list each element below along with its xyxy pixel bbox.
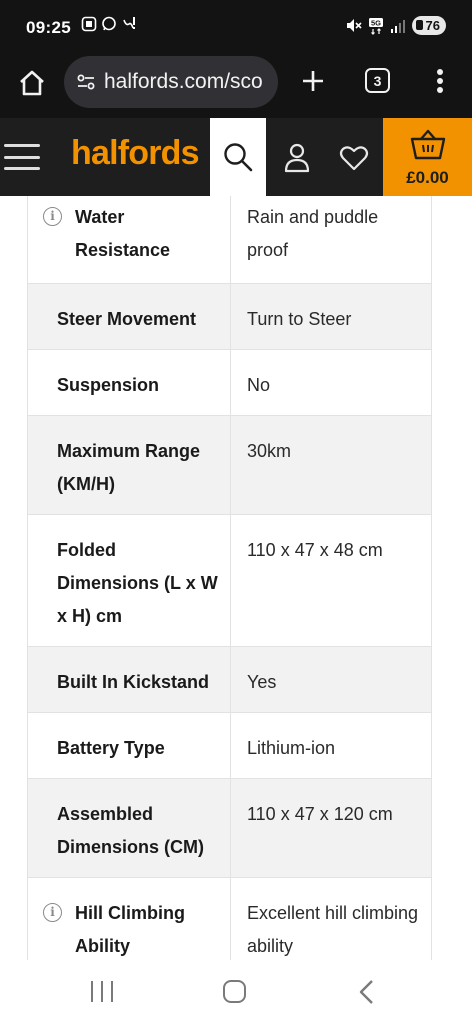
home-icon <box>17 68 47 98</box>
spec-row <box>28 416 431 515</box>
spec-value: 30km <box>247 441 292 461</box>
spec-label <box>28 779 231 877</box>
spec-value: Rain and puddle proof <box>247 207 379 260</box>
system-home-button[interactable] <box>223 980 246 1003</box>
new-tab-button[interactable] <box>296 64 330 98</box>
spec-label-text: Maximum Range (KM/H) <box>57 441 201 494</box>
status-time: 09:25 <box>26 18 71 37</box>
recents-bar <box>111 981 113 1002</box>
browser-home-button[interactable] <box>14 65 50 101</box>
battery-indicator: 76 <box>412 16 446 35</box>
search-icon <box>222 141 254 173</box>
spec-label-text: Suspension <box>57 375 160 395</box>
spec-label-text: Steer Movement <box>57 309 197 329</box>
hamburger-line <box>4 144 40 147</box>
back-button[interactable] <box>357 979 377 1005</box>
alert-icon <box>121 16 137 32</box>
spec-row <box>28 647 431 713</box>
heart-icon <box>339 144 369 172</box>
site-settings-icon[interactable] <box>76 72 96 92</box>
spec-label <box>28 284 231 349</box>
browser-toolbar <box>0 54 472 118</box>
more-vert-icon <box>436 68 444 94</box>
recents-bar <box>91 981 93 1002</box>
spec-label <box>28 350 231 415</box>
network-5g-icon <box>368 17 384 35</box>
url-text: halfords.com/sco <box>104 70 263 93</box>
status-bar <box>0 0 472 54</box>
address-bar[interactable] <box>64 56 278 108</box>
hamburger-menu-button[interactable] <box>4 140 40 174</box>
site-header <box>0 118 472 196</box>
basket-total: £0.00 <box>406 168 449 187</box>
info-icon[interactable]: i <box>43 207 62 226</box>
spec-label-text: Folded Dimensions (L x W x H) cm <box>57 540 218 626</box>
spec-label <box>28 196 231 283</box>
spec-label <box>28 713 231 778</box>
signal-icon <box>390 18 406 34</box>
spec-row <box>28 196 431 284</box>
search-button[interactable] <box>210 118 266 196</box>
spec-label-text: Water Resistance <box>75 207 171 260</box>
spec-value: Excellent hill climbing ability <box>247 903 419 956</box>
spec-value: 110 x 47 x 120 cm <box>247 804 393 824</box>
spec-value: 110 x 47 x 48 cm <box>247 540 383 560</box>
spec-value: No <box>247 375 271 395</box>
spec-label <box>28 515 231 646</box>
recent-apps-button[interactable] <box>91 981 113 1002</box>
spec-row <box>28 284 431 350</box>
spec-value: Yes <box>247 672 277 692</box>
plus-icon <box>301 69 325 93</box>
hamburger-line <box>4 156 40 159</box>
spec-label <box>28 647 231 712</box>
notification-icons <box>81 16 137 32</box>
svg-text:5G: 5G <box>370 18 381 28</box>
user-icon <box>283 142 311 174</box>
spec-row <box>28 350 431 416</box>
spec-value: Lithium-ion <box>247 738 336 758</box>
basket-button[interactable] <box>383 118 472 196</box>
spec-row <box>28 713 431 779</box>
spec-label-text: Hill Climbing Ability <box>75 903 185 956</box>
spec-row <box>28 515 431 647</box>
account-button[interactable] <box>280 140 314 176</box>
spec-value: Turn to Steer <box>247 309 352 329</box>
spec-row <box>28 878 431 968</box>
spec-label-text: Built In Kickstand <box>57 672 210 692</box>
spec-label-text: Assembled Dimensions (CM) <box>57 804 205 857</box>
system-navigation-bar <box>0 960 472 1024</box>
spec-row <box>28 779 431 878</box>
halfords-logo[interactable]: halfords <box>71 134 199 172</box>
spec-label-text: Battery Type <box>57 738 165 758</box>
hamburger-line <box>4 167 40 170</box>
status-right <box>345 16 446 35</box>
tab-switcher-button[interactable]: 3 <box>365 68 390 93</box>
specifications-table <box>27 196 432 968</box>
basket-icon <box>409 128 447 162</box>
screenshot-icon <box>81 16 97 32</box>
spec-label <box>28 878 231 967</box>
whatsapp-icon <box>101 16 117 32</box>
recents-bar <box>101 981 103 1002</box>
mute-icon <box>345 17 362 34</box>
browser-menu-button[interactable] <box>430 64 450 98</box>
info-icon[interactable]: i <box>43 903 62 922</box>
wishlist-button[interactable] <box>337 140 371 176</box>
spec-label <box>28 416 231 514</box>
